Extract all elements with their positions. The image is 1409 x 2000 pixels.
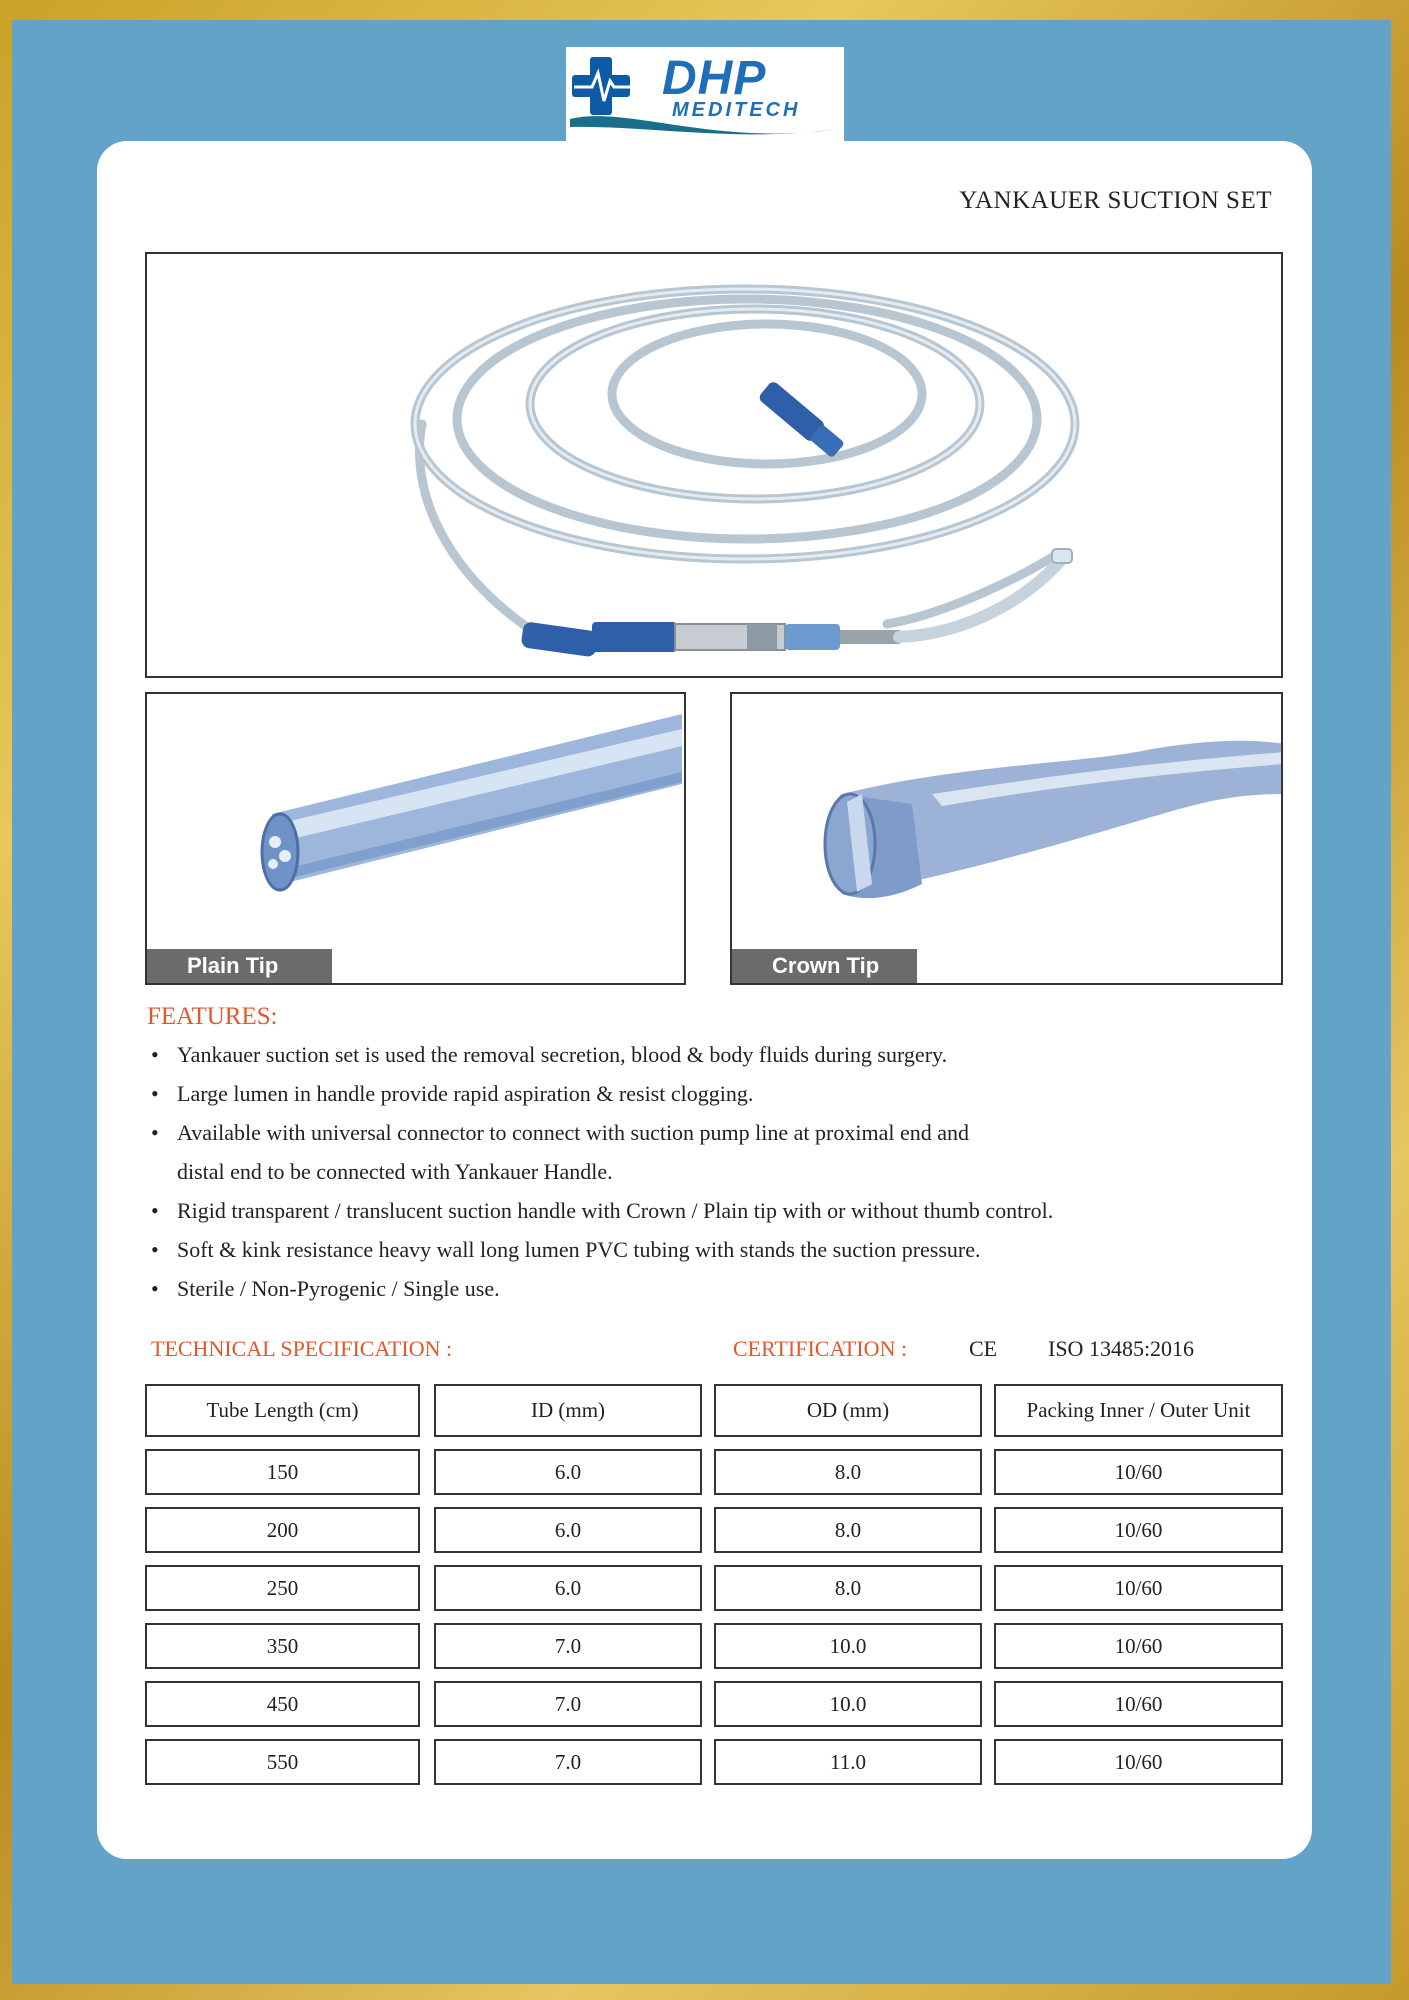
feature-item: • Yankauer suction set is used the removal secretion, blood & body fluids during surgery. [151, 1042, 948, 1067]
table-header-id: ID (mm) [434, 1384, 702, 1437]
table-header-tube-length: Tube Length (cm) [145, 1384, 420, 1437]
table-cell-od: 10.0 [714, 1681, 982, 1727]
crown-tip-label: Crown Tip [732, 949, 917, 983]
brand-name: DHP [662, 52, 767, 105]
plain-tip-icon [147, 694, 686, 985]
plain-tip-label: Plain Tip [147, 949, 332, 983]
plain-tip-image [145, 692, 686, 985]
crown-tip-icon [732, 694, 1283, 985]
table-cell-packing: 10/60 [994, 1565, 1283, 1611]
table-cell-id: 7.0 [434, 1739, 702, 1785]
brand-subtitle: MEDITECH [672, 99, 801, 121]
certification-ce: CE [969, 1336, 998, 1361]
table-cell-packing: 10/60 [994, 1507, 1283, 1553]
main-product-image [145, 252, 1283, 678]
table-cell-od: 8.0 [714, 1507, 982, 1553]
feature-item: • Large lumen in handle provide rapid aspiration & resist clogging. [151, 1081, 754, 1106]
feature-item: • Rigid transparent / translucent suction handle with Crown / Plain tip with or without thumb control. [151, 1198, 1054, 1223]
crown-tip-image [730, 692, 1283, 985]
table-cell-id: 6.0 [434, 1449, 702, 1495]
table-cell-tube-length: 450 [145, 1681, 420, 1727]
feature-item: • Available with universal connector to connect with suction pump line at proximal end and distal end to be connected with Yankauer Handle. [151, 1120, 969, 1184]
table-cell-tube-length: 550 [145, 1739, 420, 1785]
technical-spec-heading: TECHNICAL SPECIFICATION : [151, 1336, 453, 1361]
certification-iso: ISO 13485:2016 [1048, 1336, 1195, 1361]
table-cell-od: 11.0 [714, 1739, 982, 1785]
features-heading: FEATURES: [147, 1003, 278, 1030]
product-card [97, 141, 1312, 1859]
table-cell-id: 6.0 [434, 1507, 702, 1553]
table-cell-tube-length: 350 [145, 1623, 420, 1669]
table-cell-tube-length: 250 [145, 1565, 420, 1611]
table-cell-od: 8.0 [714, 1449, 982, 1495]
table-cell-tube-length: 200 [145, 1507, 420, 1553]
document-title: YANKAUER SUCTION SET [959, 187, 1272, 214]
brand-logo [566, 47, 844, 141]
table-cell-packing: 10/60 [994, 1739, 1283, 1785]
table-cell-od: 8.0 [714, 1565, 982, 1611]
certification-heading: CERTIFICATION : [733, 1336, 908, 1361]
feature-item: • Sterile / Non-Pyrogenic / Single use. [151, 1276, 500, 1301]
feature-item: • Soft & kink resistance heavy wall long lumen PVC tubing with stands the suction pressure. [151, 1237, 981, 1262]
table-cell-od: 10.0 [714, 1623, 982, 1669]
table-cell-packing: 10/60 [994, 1449, 1283, 1495]
table-cell-id: 7.0 [434, 1681, 702, 1727]
table-header-od: OD (mm) [714, 1384, 982, 1437]
suction-tube-coil-icon [147, 254, 1283, 678]
table-cell-packing: 10/60 [994, 1681, 1283, 1727]
table-cell-packing: 10/60 [994, 1623, 1283, 1669]
features-list [147, 1035, 1267, 1308]
table-cell-id: 6.0 [434, 1565, 702, 1611]
table-cell-tube-length: 150 [145, 1449, 420, 1495]
table-header-packing: Packing Inner / Outer Unit [994, 1384, 1283, 1437]
table-cell-id: 7.0 [434, 1623, 702, 1669]
